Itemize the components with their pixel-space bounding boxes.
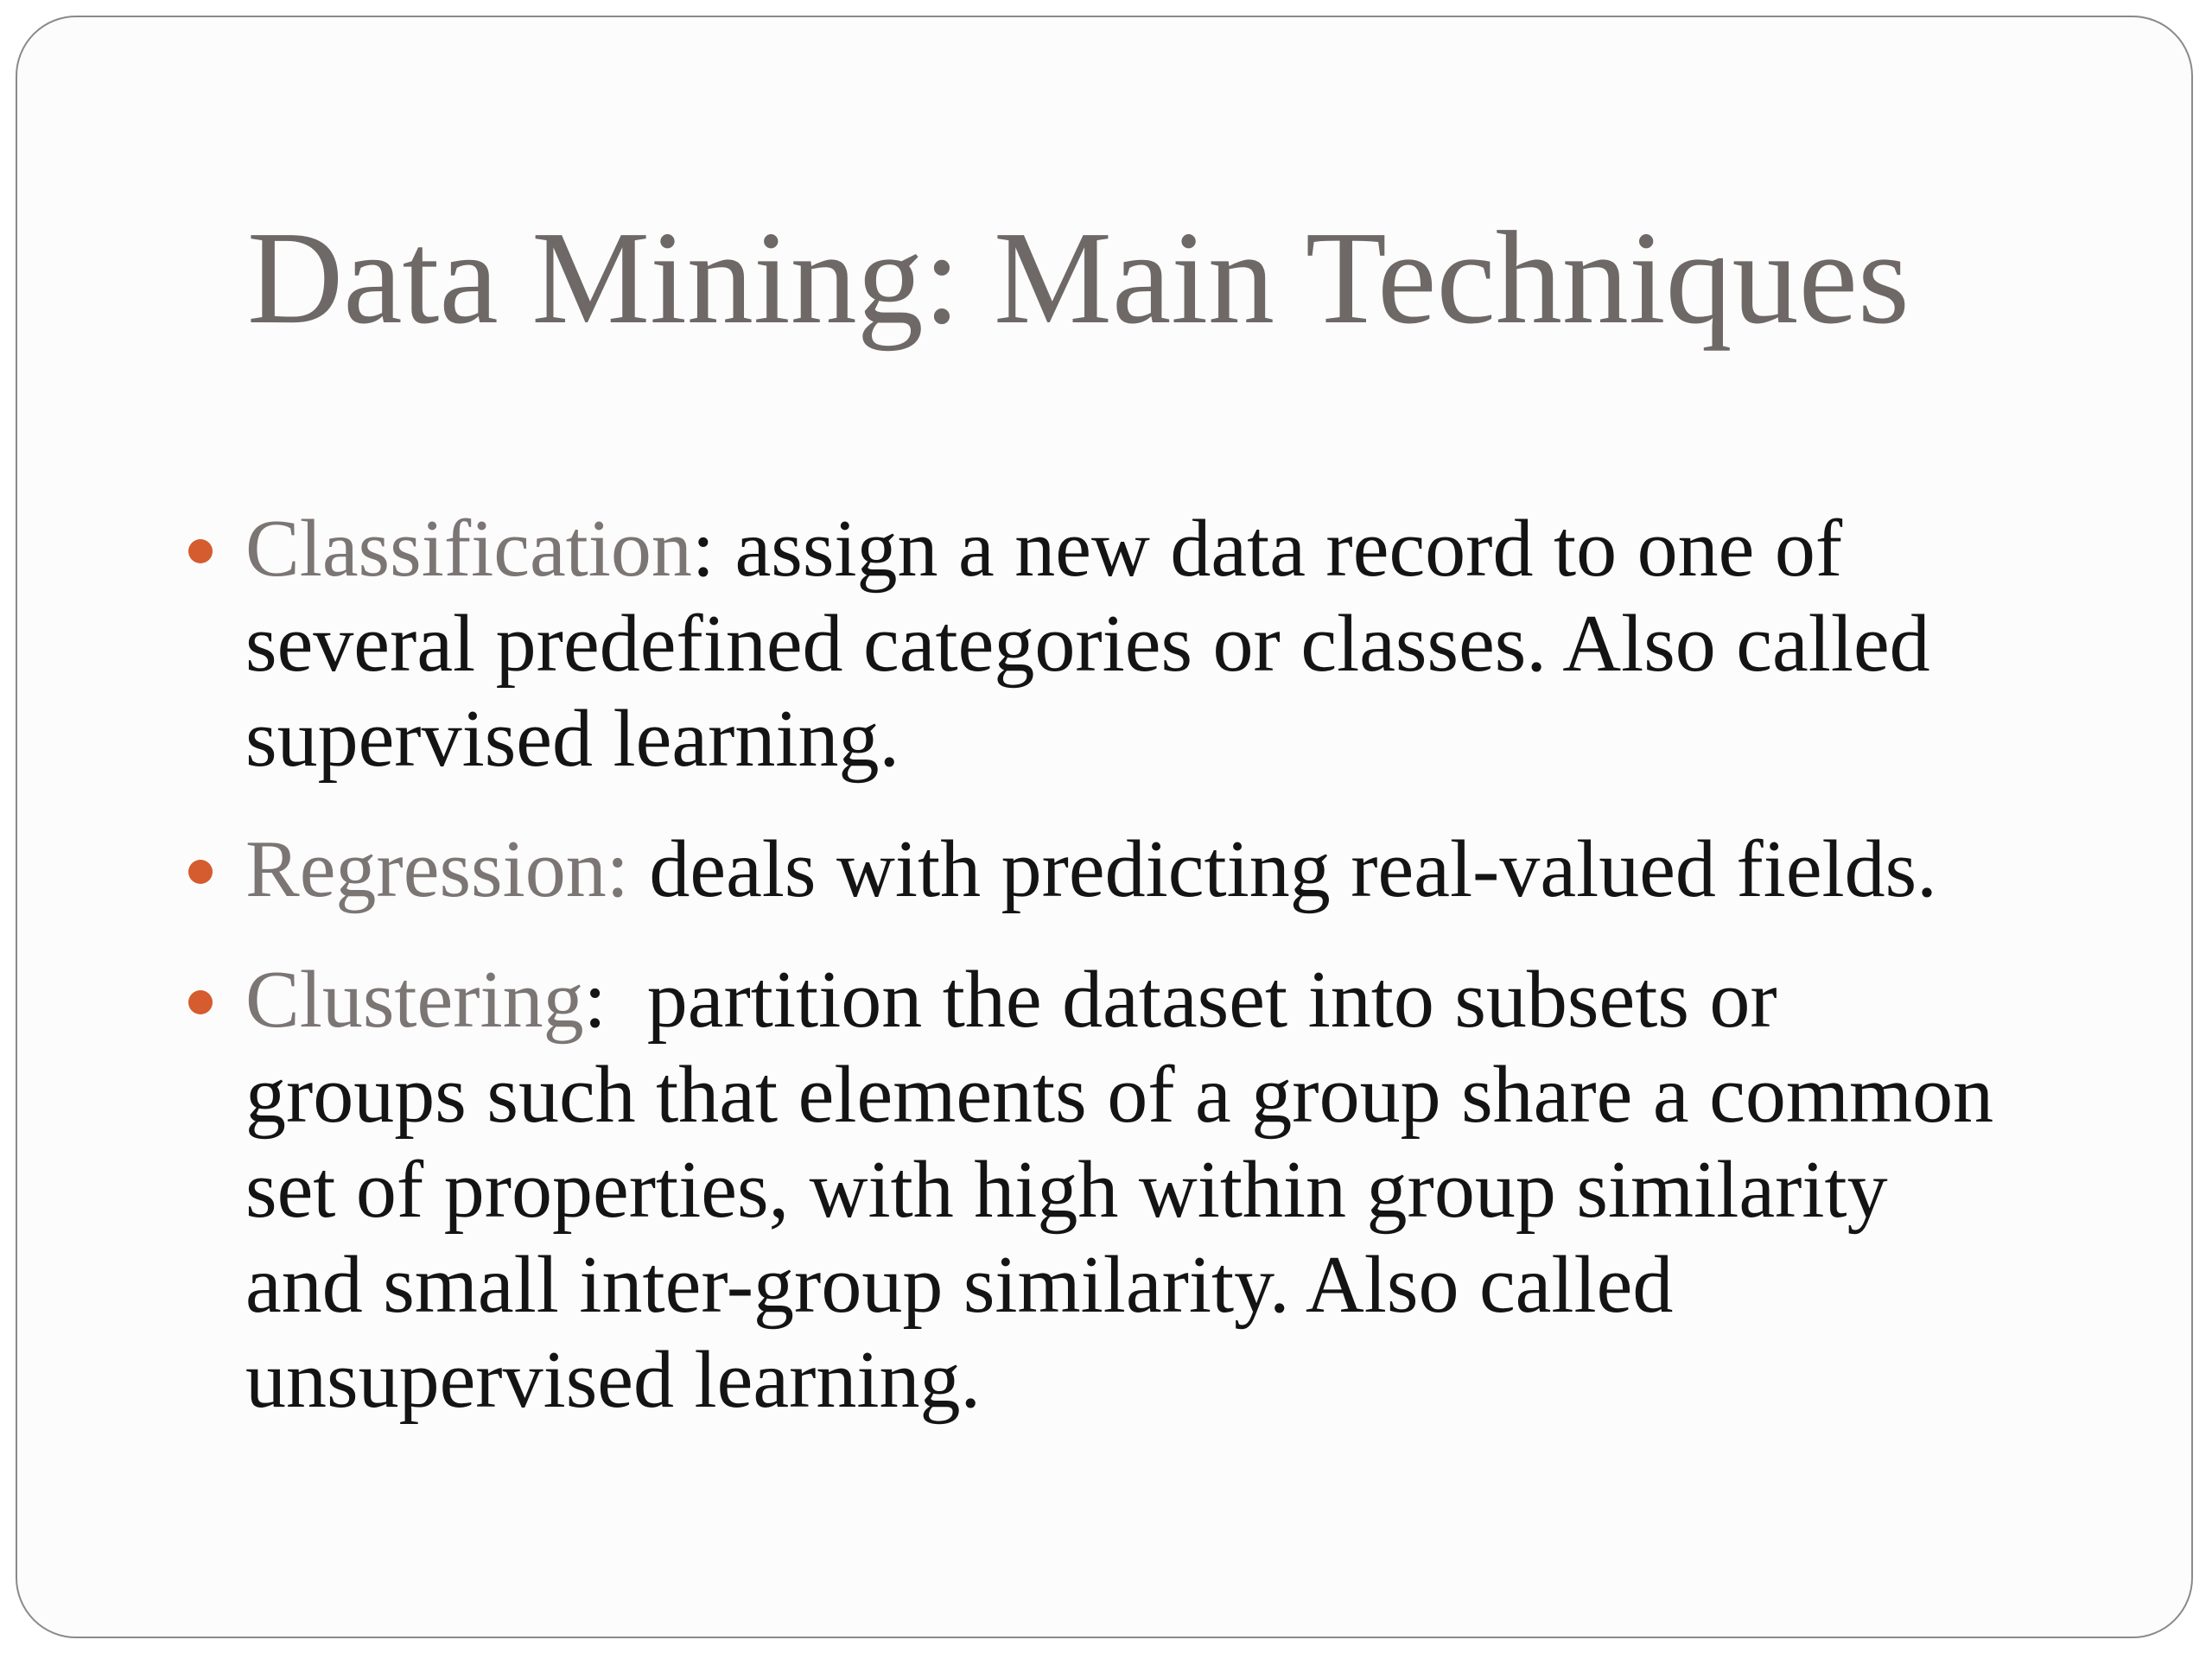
slide (16, 16, 2193, 1638)
slide-title: Data Mining: Main Techniques (247, 205, 1910, 352)
bullet-text: partition the dataset into subsets or groups such that elements of a group share a common set of properties, with high within group similarity and small inter-group similarity. Also called unsupervised learning. (245, 955, 2014, 1425)
bullet-term: Regression: (245, 824, 629, 914)
bullet-regression (245, 822, 2017, 917)
bullet-term: Clustering (245, 955, 584, 1045)
bullet-dot-icon (188, 860, 213, 884)
bullet-text: deals with predicting real-valued fields. (628, 824, 1937, 914)
bullet-term: Classification (245, 504, 692, 594)
bullet-text: assign a new data record to one of several predefined categories or classes. Also called supervised learning. (245, 504, 1930, 784)
bullet-dot-icon (188, 990, 213, 1014)
bullet-dot-icon (188, 539, 213, 563)
bullet-separator: : (691, 504, 715, 594)
bullet-list (245, 501, 2017, 1463)
bullet-clustering (245, 952, 2017, 1427)
bullet-classification (245, 501, 2017, 786)
bullet-separator: : (583, 955, 607, 1045)
